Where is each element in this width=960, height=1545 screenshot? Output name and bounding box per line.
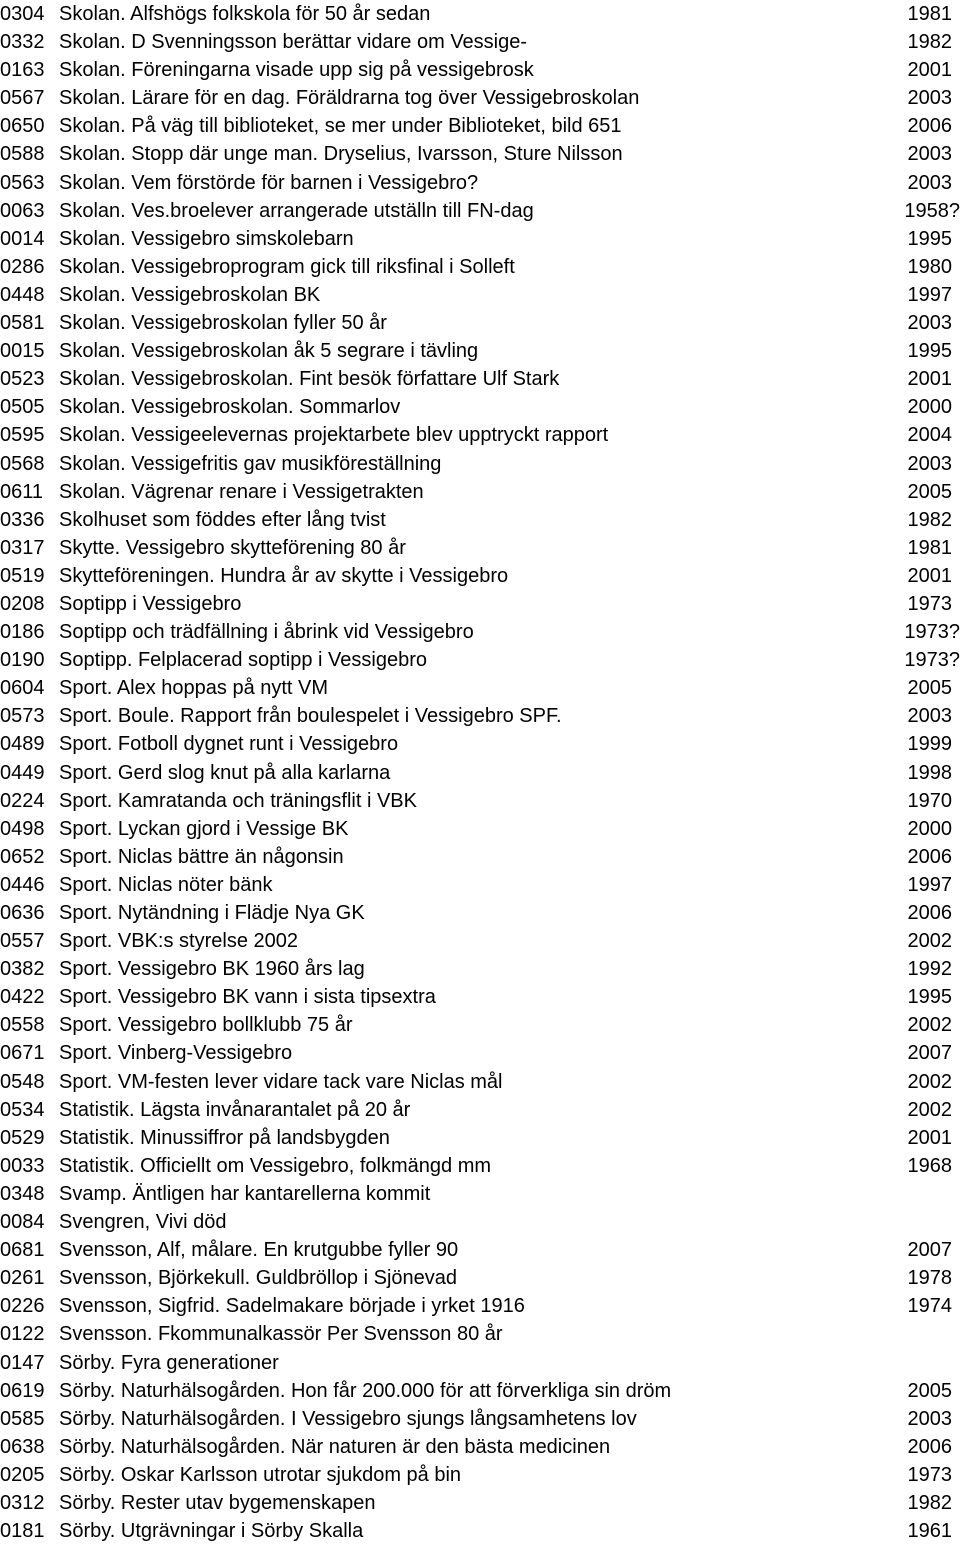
entry-number: 0186: [0, 621, 45, 644]
entry-year: 2007: [907, 1239, 952, 1262]
list-item: [0, 56, 960, 84]
entry-number: 0588: [0, 143, 45, 166]
entry-year: 1995: [907, 227, 952, 250]
entry-number: 0611: [0, 480, 44, 503]
entry-number: 0581: [0, 312, 45, 335]
list-item: [0, 1405, 960, 1433]
entry-title: Sport. Nytändning i Flädje Nya GK: [59, 902, 365, 924]
list-item: [0, 759, 960, 787]
entry-title: Sörby. Naturhälsogården. När naturen är den bästa medicinen: [59, 1435, 611, 1458]
entry-year: 2005: [907, 677, 952, 700]
entry-number: 0122: [0, 1323, 45, 1346]
entry-year: 1973?: [904, 649, 960, 672]
list-item: [0, 674, 960, 702]
entry-title: Sport. Vessigebro BK vann i sista tipsextra: [59, 986, 436, 1009]
entry-number: 0638: [0, 1435, 45, 1458]
list-item: [0, 815, 960, 843]
entry-number: 0226: [0, 1295, 45, 1318]
entry-year: 2005: [907, 1379, 952, 1402]
entry-number: 0557: [0, 930, 45, 953]
entry-title: Skytte. Vessigebro skytteförening 80 år: [59, 536, 406, 559]
entry-year: 2001: [907, 1126, 952, 1149]
entry-year: 2003: [907, 312, 952, 335]
entry-number: 0261: [0, 1267, 45, 1290]
entry-title: Sörby. Naturhälsogården. I Vessigebro sjungs långsamhetens lov: [59, 1407, 637, 1430]
entry-year: 2002: [907, 1070, 952, 1093]
list-item: [0, 337, 960, 365]
entry-number: 0523: [0, 368, 45, 391]
list-item: [0, 843, 960, 871]
entry-number: 0348: [0, 1182, 45, 1205]
entry-year: 2006: [907, 845, 952, 868]
list-item: [0, 1489, 960, 1517]
entry-number: 0205: [0, 1463, 45, 1486]
entry-title: Skolan. På väg till biblioteket, se mer under Biblioteket, bild 651: [59, 115, 622, 138]
entry-title: Skolan. Vägrenar renare i Vessigetrakten: [59, 480, 424, 503]
entry-title: Skolan. Vessigebroskolan. Fint besök författare Ulf Stark: [59, 368, 560, 391]
entry-number: 0489: [0, 733, 45, 756]
entry-title: Sport. Fotboll dygnet runt i Vessigebro: [59, 733, 399, 756]
entry-number: 0163: [0, 59, 45, 82]
entry-year: 1992: [907, 958, 952, 981]
entry-number: 0568: [0, 452, 45, 475]
entry-year: 2003: [907, 143, 952, 166]
entry-title: Sörby. Rester utav bygemenskapen: [59, 1491, 376, 1514]
entry-year: 1981: [907, 536, 952, 559]
entry-title: Sport. Gerd slog knut på alla karlarna: [59, 761, 391, 784]
list-item: [0, 1320, 960, 1348]
list-item: [0, 197, 960, 225]
entry-number: 0573: [0, 705, 45, 728]
list-item: [0, 140, 960, 168]
entry-number: 0595: [0, 424, 45, 447]
entry-title: Svensson. Fkommunalkassör Per Svensson 80 år: [59, 1323, 503, 1346]
entry-year: 2003: [907, 87, 952, 110]
entry-number: 0652: [0, 845, 45, 868]
entry-year: 2005: [907, 480, 952, 503]
entry-number: 0681: [0, 1239, 45, 1262]
entry-number: 0534: [0, 1098, 45, 1121]
entry-year: 1978: [907, 1267, 952, 1290]
entry-number: 0567: [0, 87, 45, 110]
entry-title: Skolan. Vem förstörde för barnen i Vessigebro?: [59, 171, 479, 194]
entry-year: 1961: [907, 1520, 952, 1543]
entry-title: Skolan. Vessigebroskolan fyller 50 år: [59, 312, 387, 335]
entry-number: 0548: [0, 1070, 45, 1093]
entry-title: Sport. Boule. Rapport från boulespelet i Vessigebro SPF.: [59, 705, 562, 728]
list-item: [0, 955, 960, 983]
list-item: [0, 730, 960, 758]
entry-title: Sport. Lyckan gjord i Vessige BK: [59, 817, 349, 840]
entry-title: Sörby. Oskar Karlsson utrotar sjukdom på bin: [59, 1463, 462, 1486]
entry-year: 2002: [907, 1098, 952, 1121]
entry-number: 0332: [0, 31, 45, 54]
entry-title: Skolan. Lärare för en dag. Föräldrarna tog över Vessigebroskolan: [59, 87, 640, 110]
entry-number: 0519: [0, 564, 45, 587]
entry-year: 2001: [907, 59, 952, 82]
entry-number: 0336: [0, 508, 45, 531]
entry-year: 1998: [907, 761, 952, 784]
entry-number: 0558: [0, 1014, 45, 1037]
entry-number: 0650: [0, 115, 45, 138]
entry-year: 1958?: [904, 199, 960, 222]
list-item: [0, 562, 960, 590]
list-item: [0, 393, 960, 421]
entry-year: 1973: [907, 592, 952, 615]
entry-number: 0446: [0, 873, 45, 896]
list-item: [0, 618, 960, 646]
entry-number: 0449: [0, 761, 45, 784]
list-item: [0, 1180, 960, 1208]
entry-year: 2006: [907, 115, 952, 138]
entry-title: Sörby. Utgrävningar i Sörby Skalla: [59, 1520, 364, 1543]
entry-title: Sport. Alex hoppas på nytt VM: [59, 677, 329, 700]
entry-title: Skolan. Ves.broelever arrangerade utställn till FN-dag: [59, 199, 534, 222]
list-item: [0, 478, 960, 506]
entry-title: Soptipp och trädfällning i åbrink vid Vessigebro: [59, 621, 474, 644]
entry-number: 0317: [0, 536, 45, 559]
entry-year: 1968: [907, 1154, 952, 1177]
entry-title: Sport. VM-festen lever vidare tack vare Niclas mål: [59, 1070, 503, 1093]
entry-year: 2000: [907, 396, 952, 419]
list-item: [0, 1349, 960, 1377]
entry-year: 1995: [907, 986, 952, 1009]
entry-title: Sport. Vessigebro bollklubb 75 år: [59, 1014, 353, 1037]
list-item: [0, 28, 960, 56]
list-item: [0, 0, 960, 28]
entry-title: Soptipp. Felplacerad soptipp i Vessigebro: [59, 649, 428, 672]
list-item: [0, 702, 960, 730]
list-item: [0, 1264, 960, 1292]
entry-title: Sport. VBK:s styrelse 2002: [59, 930, 299, 953]
entry-year: 2002: [907, 930, 952, 953]
entry-year: 2001: [907, 368, 952, 391]
entry-title: Sport. Vinberg-Vessigebro: [59, 1042, 293, 1065]
entry-year: 1982: [907, 1491, 952, 1514]
list-item: [0, 1096, 960, 1124]
entry-title: Skytteföreningen. Hundra år av skytte i Vessigebro: [59, 564, 509, 587]
entry-title: Svengren, Vivi död: [59, 1211, 227, 1234]
entry-title: Soptipp i Vessigebro: [59, 592, 242, 615]
entry-title: Sport. Niclas nöter bänk: [59, 873, 273, 896]
entry-title: Skolhuset som föddes efter lång tvist: [59, 508, 386, 531]
list-item: [0, 309, 960, 337]
entry-number: 0636: [0, 902, 45, 924]
list-item: [0, 1039, 960, 1067]
list-item: [0, 421, 960, 449]
entry-title: Svensson, Alf, målare. En krutgubbe fyller 90: [59, 1239, 459, 1262]
entry-number: 0619: [0, 1379, 45, 1402]
entry-year: 2003: [907, 705, 952, 728]
entry-number: 0147: [0, 1351, 45, 1374]
entry-title: Skolan. Vessigebroskolan. Sommarlov: [59, 396, 401, 419]
entry-number: 0084: [0, 1211, 45, 1234]
entry-year: 2003: [907, 452, 952, 475]
entry-number: 0190: [0, 649, 45, 672]
entry-title: Sport. Niclas bättre än någonsin: [59, 845, 344, 868]
entry-title: Sörby. Naturhälsogården. Hon får 200.000 för att förverkliga sin dröm: [59, 1379, 672, 1402]
list-item: [0, 927, 960, 955]
entry-title: Skolan. Vessigebroskolan åk 5 segrare i tävling: [59, 340, 479, 363]
entry-title: Skolan. D Svenningsson berättar vidare om Vessige-: [59, 31, 528, 54]
entry-year: 2004: [907, 424, 952, 447]
entry-number: 0312: [0, 1491, 45, 1514]
entry-year: 1997: [907, 283, 952, 306]
entry-year: 2000: [907, 817, 952, 840]
entry-year: 2002: [907, 1014, 952, 1037]
entry-year: 2001: [907, 564, 952, 587]
entry-year: 1981: [907, 3, 952, 25]
entry-number: 0181: [0, 1520, 45, 1543]
list-item: [0, 365, 960, 393]
entry-title: Svamp. Äntligen har kantarellerna kommit: [59, 1182, 431, 1205]
entry-year: 1982: [907, 508, 952, 531]
list-item: [0, 534, 960, 562]
entry-number: 0382: [0, 958, 45, 981]
entry-number: 0529: [0, 1126, 45, 1149]
entry-number: 0498: [0, 817, 45, 840]
list-item: [0, 787, 960, 815]
list-item: [0, 1124, 960, 1152]
list-item: [0, 169, 960, 197]
entry-number: 0014: [0, 227, 45, 250]
list-item: [0, 590, 960, 618]
entry-number: 0033: [0, 1154, 45, 1177]
entry-number: 0604: [0, 677, 45, 700]
entry-title: Sörby. Fyra generationer: [59, 1351, 279, 1374]
entry-year: 1974: [907, 1295, 952, 1318]
entry-title: Svensson, Björkekull. Guldbröllop i Sjönevad: [59, 1267, 457, 1290]
entry-year: 2006: [907, 1435, 952, 1458]
entry-year: 1980: [907, 255, 952, 278]
entry-number: 0286: [0, 255, 45, 278]
list-item: [0, 871, 960, 899]
entry-year: 2003: [907, 171, 952, 194]
list-item: [0, 112, 960, 140]
entry-title: Skolan. Vessigebroskolan BK: [59, 283, 321, 306]
entry-number: 0448: [0, 283, 45, 306]
entry-title: Statistik. Lägsta invånarantalet på 20 år: [59, 1098, 411, 1121]
entry-year: 2007: [907, 1042, 952, 1065]
entry-title: Skolan. Vessigefritis gav musikföreställning: [59, 452, 442, 475]
entry-number: 0585: [0, 1407, 45, 1430]
list-item: [0, 506, 960, 534]
entry-number: 0063: [0, 199, 45, 222]
entry-year: 2003: [907, 1407, 952, 1430]
entry-title: Skolan. Vessigebroprogram gick till riksfinal i Solleft: [59, 255, 515, 278]
list-item: [0, 225, 960, 253]
list-item: [0, 1517, 960, 1545]
entry-number: 0671: [0, 1042, 45, 1065]
entry-year: 1973: [907, 1463, 952, 1486]
entry-title: Statistik. Officiellt om Vessigebro, folkmängd mm: [59, 1154, 492, 1177]
entry-year: 1973?: [904, 621, 960, 644]
entry-title: Sport. Kamratanda och träningsflit i VBK: [59, 789, 417, 812]
list-item: [0, 646, 960, 674]
entry-number: 0422: [0, 986, 45, 1009]
list-item: [0, 1433, 960, 1461]
list-item: [0, 1236, 960, 1264]
entry-number: 0304: [0, 3, 45, 25]
entry-number: 0224: [0, 789, 45, 812]
list-item: [0, 281, 960, 309]
list-item: [0, 253, 960, 281]
entry-title: Skolan. Föreningarna visade upp sig på vessigebrosk: [59, 59, 534, 82]
list-item: [0, 450, 960, 478]
list-item: [0, 983, 960, 1011]
entry-number: 0563: [0, 171, 45, 194]
entry-year: 1982: [907, 31, 952, 54]
entry-number: 0208: [0, 592, 45, 615]
entry-year: 1970: [907, 789, 952, 812]
entry-title: Statistik. Minussiffror på landsbygden: [59, 1126, 390, 1149]
entry-title: Sport. Vessigebro BK 1960 års lag: [59, 958, 365, 981]
entry-number: 0505: [0, 396, 45, 419]
list-item: [0, 1377, 960, 1405]
entry-year: 1999: [907, 733, 952, 756]
entry-title: Skolan. Vessigeelevernas projektarbete blev upptryckt rapport: [59, 424, 609, 447]
list-item: [0, 1208, 960, 1236]
list-item: [0, 1292, 960, 1320]
list-item: [0, 84, 960, 112]
list-item: [0, 1461, 960, 1489]
list-item: [0, 899, 960, 927]
list-item: [0, 1068, 960, 1096]
entry-title: Skolan. Alfshögs folkskola för 50 år sedan: [59, 3, 431, 25]
entry-year: 2006: [907, 902, 952, 924]
entry-year: 1997: [907, 873, 952, 896]
entry-title: Svensson, Sigfrid. Sadelmakare började i yrket 1916: [59, 1295, 525, 1318]
entry-year: 1995: [907, 340, 952, 363]
entry-number: 0015: [0, 340, 45, 363]
list-item: [0, 1152, 960, 1180]
entry-title: Skolan. Vessigebro simskolebarn: [59, 227, 354, 250]
entry-title: Skolan. Stopp där unge man. Dryselius, Ivarsson, Sture Nilsson: [59, 143, 623, 166]
list-item: [0, 1011, 960, 1039]
